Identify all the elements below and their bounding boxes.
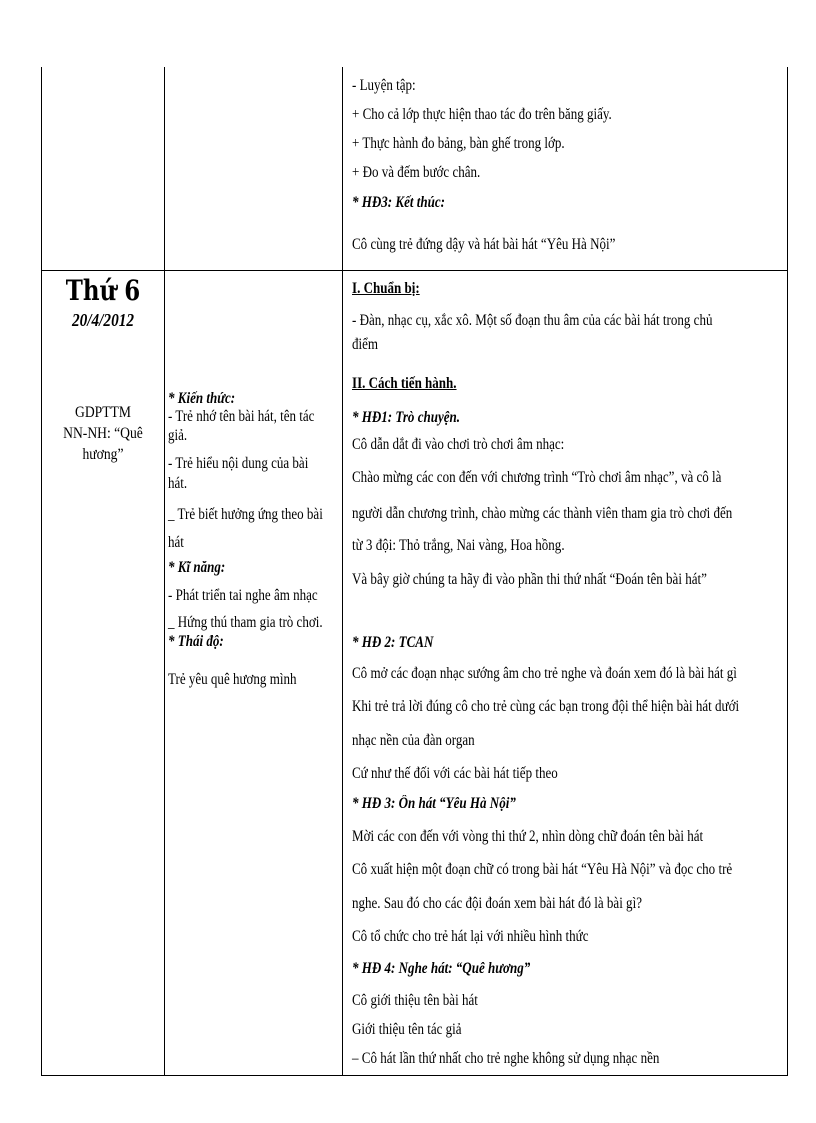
text-line: + Đo và đếm bước chân. xyxy=(352,164,481,181)
text-line: Chào mừng các con đến với chương trình “Trò chơi âm nhạc”, và cô là xyxy=(352,469,722,486)
subject-line: hương” xyxy=(82,446,124,463)
activity-heading: * HĐ3: Kết thúc: xyxy=(352,194,445,211)
text-line: - Đàn, nhạc cụ, xắc xô. Một số đoạn thu âm của các bài hát trong chủ xyxy=(352,312,713,329)
day-name: Thứ 6 xyxy=(65,274,141,307)
text-line: giả. xyxy=(168,427,188,444)
text-line: Giới thiệu tên tác giả xyxy=(352,1021,462,1038)
text-line: Khi trẻ trả lời đúng cô cho trẻ cùng các bạn trong đội thể hiện bài hát dưới xyxy=(352,698,740,715)
procedure-heading: II. Cách tiến hành. xyxy=(352,375,457,392)
text-line: + Cho cả lớp thực hiện thao tác đo trên băng giấy. xyxy=(352,106,612,123)
text-line: Cô giới thiệu tên bài hát xyxy=(352,992,478,1009)
activity-heading: * HĐ1: Trò chuyện. xyxy=(352,409,461,426)
text-line: người dẫn chương trình, chào mừng các thành viên tham gia trò chơi đến xyxy=(352,505,733,522)
text-line: Và bây giờ chúng ta hãy đi vào phần thi thứ nhất “Đoán tên bài hát” xyxy=(352,571,707,588)
text-line: hát xyxy=(168,534,184,551)
text-line: + Thực hành đo bảng, bàn ghế trong lớp. xyxy=(352,135,565,152)
text-line: - Luyện tập: xyxy=(352,77,416,94)
subject-line: NN-NH: “Quê xyxy=(63,425,143,442)
skills-heading: * Kĩ năng: xyxy=(168,559,226,576)
text-line: Cô cùng trẻ đứng dậy và hát bài hát “Yêu Hà Nội” xyxy=(352,236,616,253)
attitude-heading: * Thái độ: xyxy=(168,633,224,650)
text-line: - Trẻ hiểu nội dung của bài xyxy=(168,455,309,472)
objectives-column xyxy=(168,271,340,1075)
day-date: 20/4/2012 xyxy=(71,310,135,330)
table-divider-1 xyxy=(164,67,165,1075)
text-line: nghe. Sau đó cho các đội đoán xem bài hát đó là bài gì? xyxy=(352,895,642,912)
activities-column xyxy=(352,271,784,1075)
text-line: Cứ như thế đối với các bài hát tiếp theo xyxy=(352,765,558,782)
subject-line: GDPTTM xyxy=(75,404,131,421)
table-bottom-border xyxy=(41,1075,788,1076)
table-right-border xyxy=(787,67,788,1075)
text-line: nhạc nền của đàn organ xyxy=(352,732,475,749)
text-line: Mời các con đến với vòng thi thứ 2, nhìn dòng chữ đoán tên bài hát xyxy=(352,828,704,845)
text-line: – Cô hát lần thứ nhất cho trẻ nghe không sử dụng nhạc nền xyxy=(352,1050,660,1067)
activity-heading: * HĐ 2: TCAN xyxy=(352,634,434,651)
top-row-activities xyxy=(352,0,782,270)
text-line: - Phát triển tai nghe âm nhạc xyxy=(168,587,318,604)
text-line: hát. xyxy=(168,475,188,492)
activity-heading: * HĐ 3: Ôn hát “Yêu Hà Nội” xyxy=(352,795,516,812)
text-line: Cô mở các đoạn nhạc sướng âm cho trẻ nghe và đoán xem đó là bài hát gì xyxy=(352,665,737,682)
text-line: _ Hứng thú tham gia trò chơi. xyxy=(168,614,323,631)
text-line: _ Trẻ biết hưởng ứng theo bài xyxy=(168,506,323,523)
text-line: - Trẻ nhớ tên bài hát, tên tác xyxy=(168,408,315,425)
activity-heading: * HĐ 4: Nghe hát: “Quê hương” xyxy=(352,960,531,977)
day-column xyxy=(42,271,164,1075)
text-line: Cô tổ chức cho trẻ hát lại với nhiều hình thức xyxy=(352,928,589,945)
text-line: từ 3 đội: Thỏ trắng, Nai vàng, Hoa hồng. xyxy=(352,537,565,554)
text-line: điểm xyxy=(352,336,379,353)
table-divider-2 xyxy=(342,67,343,1075)
knowledge-heading: * Kiến thức: xyxy=(168,390,236,407)
text-line: Trẻ yêu quê hương mình xyxy=(168,671,297,688)
text-line: Cô dẫn dắt đi vào chơi trò chơi âm nhạc: xyxy=(352,436,565,453)
prep-heading: I. Chuẩn bị: xyxy=(352,280,420,297)
text-line: Cô xuất hiện một đoạn chữ có trong bài hát “Yêu Hà Nội” và đọc cho trẻ xyxy=(352,861,733,878)
